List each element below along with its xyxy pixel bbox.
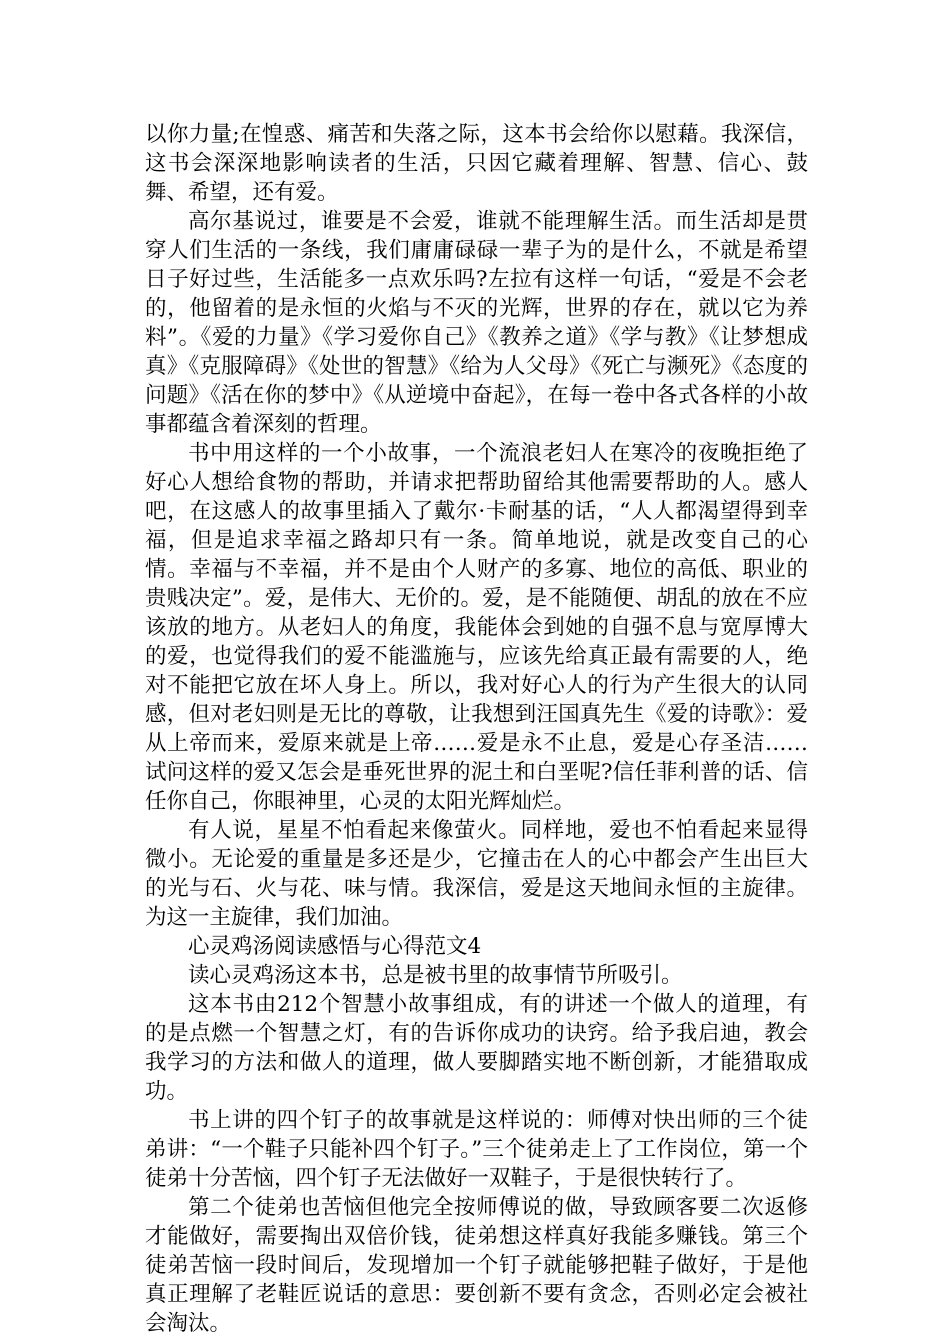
paragraph: 有人说，星星不怕看起来像萤火。同样地，爱也不怕看起来显得微小。无论爱的重量是多还是少，它撞击在人的心中都会产生出巨大的光与石、火与花、味与情。我深信，爱是这天地间永恒的主旋律。为这一主旋律，我们加油。 [145,818,808,930]
paragraph: 书中用这样的一个小故事，一个流浪老妇人在寒冷的夜晚拒绝了好心人想给食物的帮助，并请求把帮助留给其他需要帮助的人。感人吧，在这感人的故事里插入了戴尔·卡耐基的话，“人人都渴望得到幸福，但是追求幸福之路却只有一条。简单地说，就是改变自己的心情。幸福与不幸福，并不是由个人财产的多寡、地位的高低、职业的贵贱决定”。爱，是伟大、无价的。爱，是不能随便、胡乱的放在不应该放的地方。从老妇人的角度，我能体会到她的自强不息与宽厚博大的爱，也觉得我们的爱不能滥施与，应该先给真正最有需要的人，绝对不能把它放在坏人身上。所以，我对好心人的行为产生很大的认同感，但对老妇则是无比的尊敬，让我想到汪国真先生《爱的诗歌》：爱从上帝而来，爱原来就是上帝……爱是永不止息，爱是心存圣洁……试问这样的爱又怎会是垂死世界的泥土和白垩呢?信任菲利普的话、信任你自己，你眼神里，心灵的太阳光辉灿烂。 [145,441,808,814]
paragraph: 书上讲的四个钉子的故事就是这样说的：师傅对快出师的三个徒弟讲：“一个鞋子只能补四个钉子。”三个徒弟走上了工作岗位，第一个徒弟十分苦恼，四个钉子无法做好一双鞋子，于是很快转行了。 [145,1108,808,1191]
paragraph: 高尔基说过，谁要是不会爱，谁就不能理解生活。而生活却是贯穿人们生活的一条线，我们庸庸碌碌一辈子为的是什么，不就是希望日子好过些，生活能多一点欢乐吗?左拉有这样一句话，“爱是不会老的，他留着的是永恒的火焰与不灭的光辉，世界的存在，就以它为养料”。《爱的力量》《学习爱你自己》《教养之道》《学与教》《让梦想成真》《克服障碍》《处世的智慧》《给为人父母》《死亡与濒死》《态度的问题》《活在你的梦中》《从逆境中奋起》，在每一卷中各式各样的小故事都蕴含着深刻的哲理。 [145,209,808,437]
document-body [145,120,808,1338]
paragraph: 第二个徒弟也苦恼但他完全按师傅说的做，导致顾客要二次返修才能做好，需要掏出双倍价钱，徒弟想这样真好我能多赚钱。第三个徒弟苦恼一段时间后，发现增加一个钉子就能够把鞋子做好，于是他真正理解了老鞋匠说话的意思：要创新不要有贪念，否则必定会被社会淘汰。 [145,1195,808,1336]
section-heading: 心灵鸡汤阅读感悟与心得范文4 [188,934,482,959]
paragraph: 读心灵鸡汤这本书，总是被书里的故事情节所吸引。 [188,963,683,988]
paragraph-continued: 以你力量;在惶惑、痛苦和失落之际，这本书会给你以慰藉。我深信，这书会深深地影响读者的生活，只因它藏着理解、智慧、信心、鼓舞、希望，还有爱。 [145,122,808,205]
paragraph: 这本书由212个智慧小故事组成，有的讲述一个做人的道理，有的是点燃一个智慧之灯，有的告诉你成功的诀窍。给予我启迪，教会我学习的方法和做人的道理，做人要脚踏实地不断创新，才能猎取成功。 [145,992,808,1104]
